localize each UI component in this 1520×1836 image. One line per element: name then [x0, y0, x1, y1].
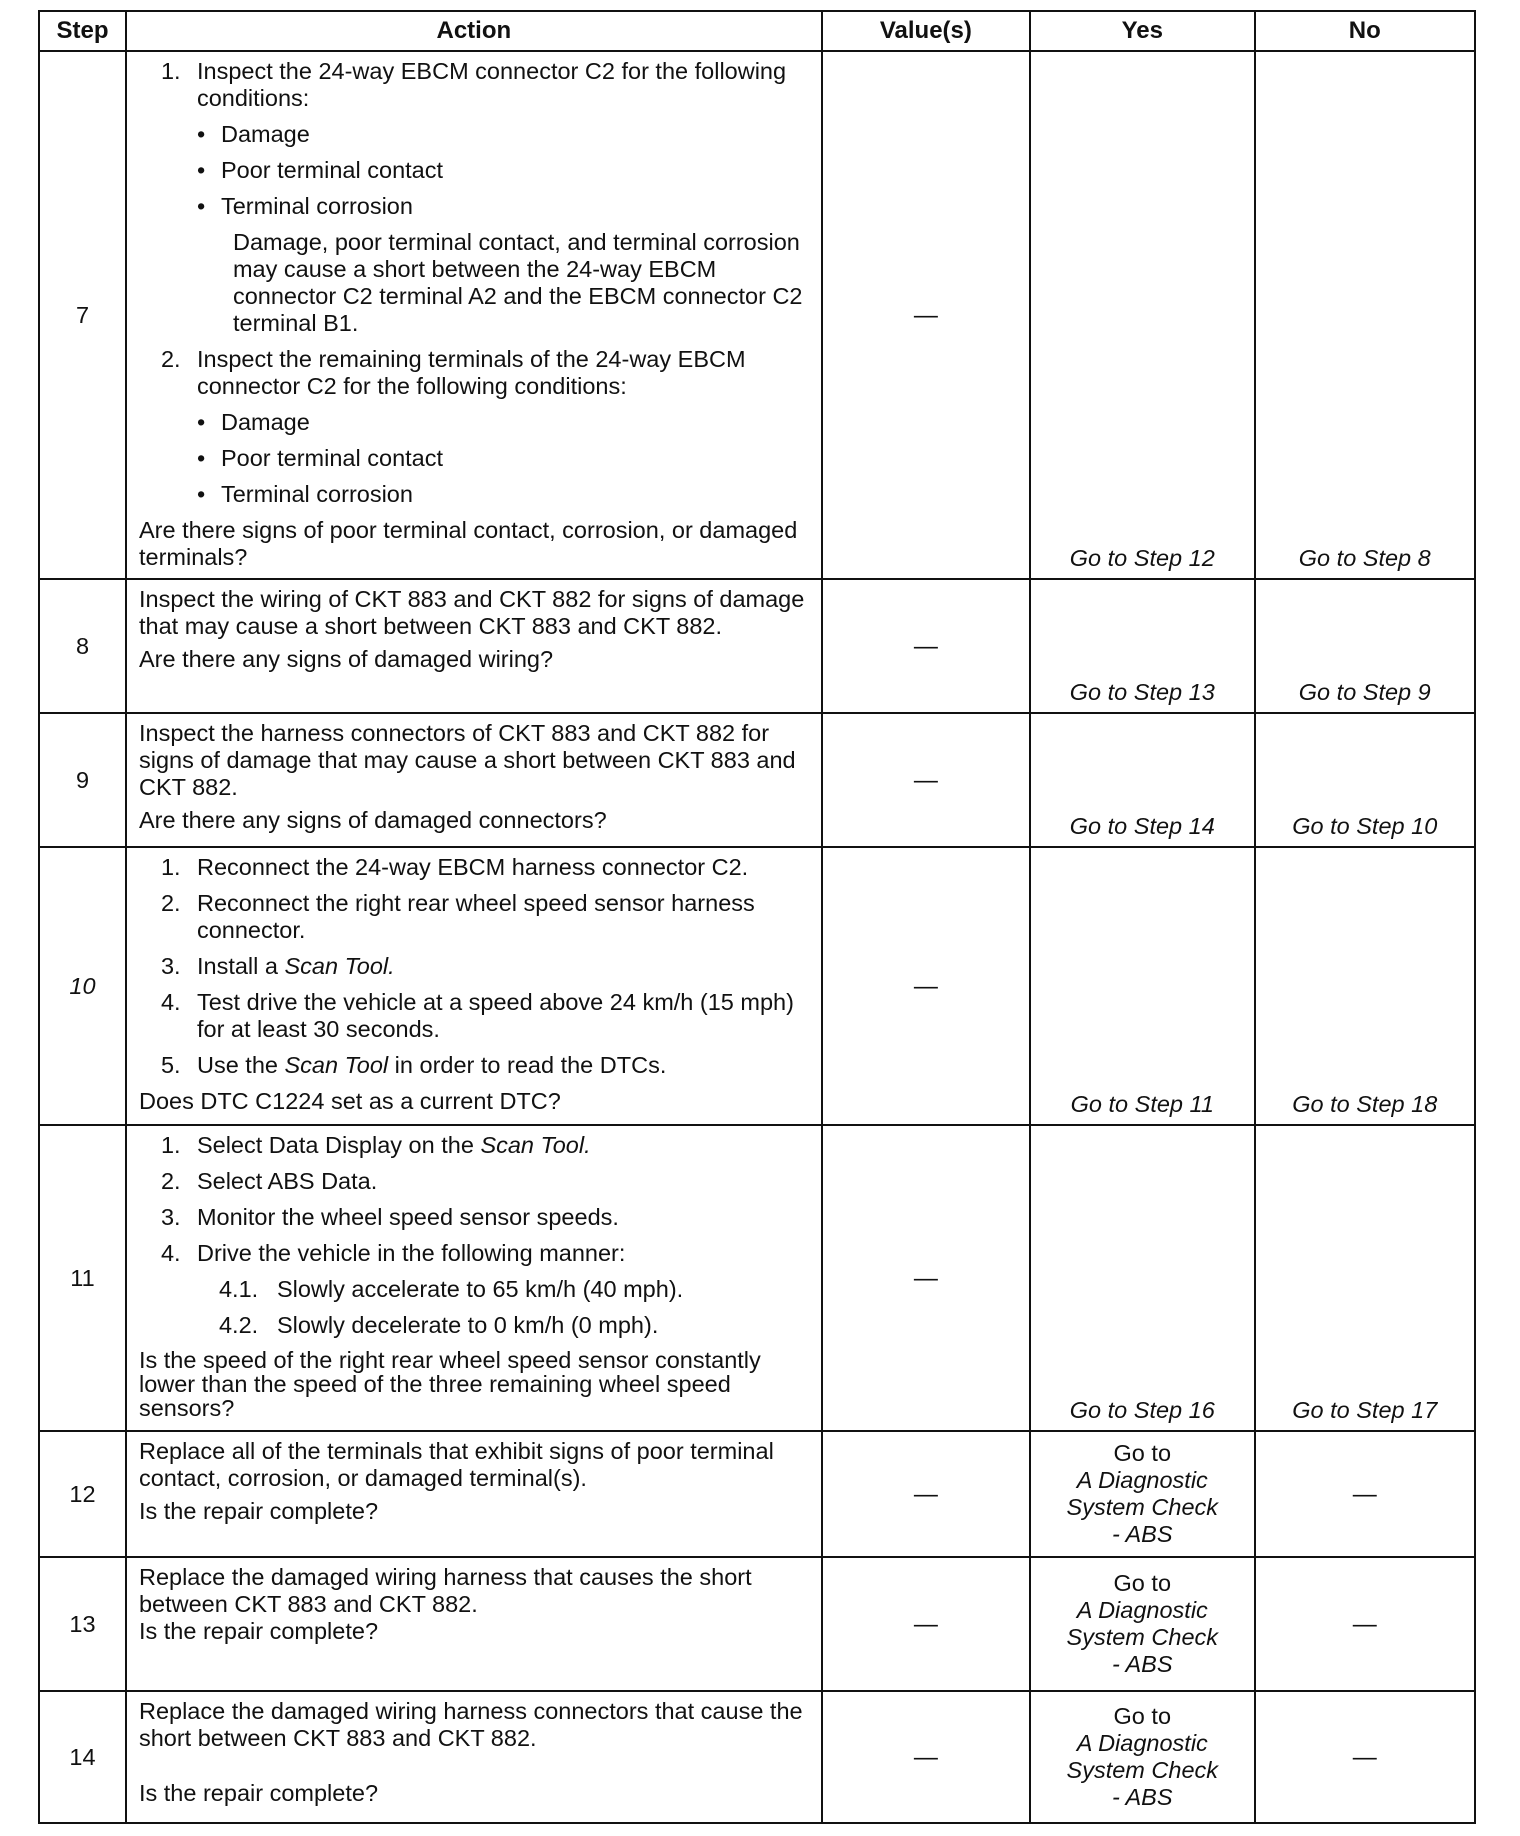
value-cell: — [822, 847, 1030, 1125]
list-item: 2. Select ABS Data. [160, 1168, 378, 1194]
list-item: 3. Monitor the wheel speed sensor speeds. [160, 1204, 619, 1230]
sub-list-item: 4.1. Slowly accelerate to 65 km/h (40 mph). [218, 1276, 684, 1302]
no-cell: Go to Step 9 [1255, 579, 1475, 713]
list-item: 4. Test drive the vehicle at a speed above 24 km/h (15 mph) for at least 30 seconds. [160, 989, 794, 1042]
step-number: 14 [39, 1691, 126, 1823]
yes-cell: Go to Step 11 [1030, 847, 1255, 1125]
step-number: 10 [39, 847, 126, 1125]
action-cell [126, 1125, 822, 1431]
action-text: Replace the damaged wiring harness that causes the short between CKT 883 and CKT 882. [138, 1564, 752, 1617]
bullet-item: • Damage [196, 409, 310, 435]
value-cell: — [822, 713, 1030, 847]
value-cell: — [822, 1691, 1030, 1823]
action-cell [126, 1431, 822, 1557]
no-cell: Go to Step 17 [1255, 1125, 1475, 1431]
header-step: Step [39, 11, 126, 51]
table-row [39, 1431, 1475, 1557]
question-text: Is the speed of the right rear wheel speed sensor constantly lower than the speed of the three remaining wheel speed sensors? [138, 1347, 761, 1421]
question-text: Is the repair complete? [138, 1780, 379, 1806]
table-row [39, 1691, 1475, 1823]
action-cell [126, 1557, 822, 1691]
bullet-item: • Poor terminal contact [196, 157, 444, 183]
table-row [39, 713, 1475, 847]
yes-cell: Go to A Diagnostic System Check - ABS [1030, 1691, 1255, 1823]
list-item: 1. Select Data Display on the Scan Tool. [160, 1132, 591, 1158]
list-item: 1. Reconnect the 24-way EBCM harness connector C2. [160, 854, 749, 880]
action-text: Replace all of the terminals that exhibit signs of poor terminal contact, corrosion, or damaged terminal(s). [138, 1438, 774, 1491]
yes-cell: Go to Step 13 [1030, 579, 1255, 713]
yes-cell: Go to Step 12 [1030, 51, 1255, 579]
table-row [39, 579, 1475, 713]
action-cell [126, 579, 822, 713]
no-cell: Go to Step 8 [1255, 51, 1475, 579]
step-number: 7 [39, 51, 126, 579]
no-cell: Go to Step 10 [1255, 713, 1475, 847]
value-cell: — [822, 579, 1030, 713]
question-text: Is the repair complete? [138, 1498, 379, 1524]
step-number: 9 [39, 713, 126, 847]
no-cell: — [1255, 1431, 1475, 1557]
sub-list-item: 4.2. Slowly decelerate to 0 km/h (0 mph). [218, 1312, 659, 1338]
value-cell: — [822, 1125, 1030, 1431]
list-item: 2. Inspect the remaining terminals of the 24-way EBCM connector C2 for the following conditions: [160, 346, 746, 399]
yes-cell: Go to Step 16 [1030, 1125, 1255, 1431]
action-cell [126, 847, 822, 1125]
list-item: 2. Reconnect the right rear wheel speed sensor harness connector. [160, 890, 755, 943]
yes-cell: Go to A Diagnostic System Check - ABS [1030, 1557, 1255, 1691]
question-text: Is the repair complete? [138, 1618, 379, 1644]
action-text: Inspect the wiring of CKT 883 and CKT 882 for signs of damage that may cause a short between CKT 883 and CKT 882. [138, 586, 805, 639]
no-cell: Go to Step 18 [1255, 847, 1475, 1125]
table-row [39, 1557, 1475, 1691]
question-text: Are there any signs of damaged wiring? [138, 646, 554, 672]
bullet-item: • Poor terminal contact [196, 445, 444, 471]
yes-cell: Go to A Diagnostic System Check - ABS [1030, 1431, 1255, 1557]
diagnostic-table [38, 10, 1476, 1824]
action-cell [126, 51, 822, 579]
question-text: Are there signs of poor terminal contact, corrosion, or damaged terminals? [138, 517, 798, 570]
step-number: 12 [39, 1431, 126, 1557]
action-cell [126, 713, 822, 847]
action-cell [126, 1691, 822, 1823]
header-no: No [1255, 11, 1475, 51]
header-action: Action [126, 11, 822, 51]
question-text: Does DTC C1224 set as a current DTC? [138, 1088, 561, 1114]
header-yes: Yes [1030, 11, 1255, 51]
bullet-item: • Damage [196, 121, 310, 147]
value-cell: — [822, 1431, 1030, 1557]
table-row [39, 847, 1475, 1125]
bullet-item: • Terminal corrosion [196, 481, 413, 507]
value-cell: — [822, 51, 1030, 579]
header-values: Value(s) [822, 11, 1030, 51]
list-item: 5. Use the Scan Tool in order to read the DTCs. [160, 1052, 667, 1078]
step-number: 8 [39, 579, 126, 713]
no-cell: — [1255, 1691, 1475, 1823]
list-item: 4. Drive the vehicle in the following manner: [160, 1240, 626, 1266]
yes-cell: Go to Step 14 [1030, 713, 1255, 847]
action-text: Inspect the harness connectors of CKT 883 and CKT 882 for signs of damage that may cause a short between CKT 883 and CKT 882. [138, 720, 796, 800]
bullet-item: • Terminal corrosion [196, 193, 413, 219]
action-text: Replace the damaged wiring harness connectors that cause the short between CKT 883 and CKT 882. [138, 1698, 803, 1751]
note-text: Damage, poor terminal contact, and terminal corrosion may cause a short between the 24-way EBCM connector C2 terminal A2 and the EBCM connector C2 terminal B1. [232, 229, 803, 336]
value-cell: — [822, 1557, 1030, 1691]
no-cell: — [1255, 1557, 1475, 1691]
step-number: 13 [39, 1557, 126, 1691]
question-text: Are there any signs of damaged connectors? [138, 807, 607, 833]
table-row [39, 1125, 1475, 1431]
header-row [39, 11, 1475, 51]
step-number: 11 [39, 1125, 126, 1431]
table-row [39, 51, 1475, 579]
list-item: 1. Inspect the 24-way EBCM connector C2 for the following conditions: [160, 58, 787, 111]
list-item: 3. Install a Scan Tool. [160, 953, 395, 979]
